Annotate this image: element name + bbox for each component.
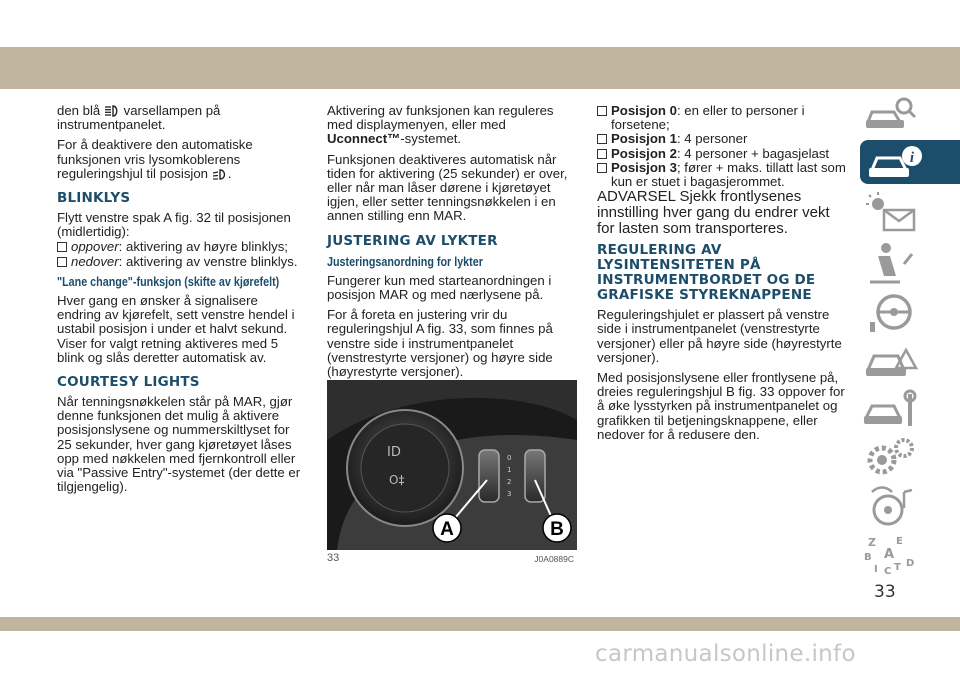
paragraph: Med posisjonslysene eller frontlysene på, dreies reguleringshjul B fig. 33 oppover for å øke lysstyrken på instrumentpanelet og grafikken til betjeningsknappene, eller nedover for å redusere den. bbox=[597, 370, 845, 442]
paragraph: For å foreta en justering vrir du reguleringshjul A fig. 33, som finnes på venstre side i instrumentpanelet (venstrestyrte versjoner) og høyre side (høyrestyrte versjoner). bbox=[327, 307, 553, 380]
paragraph: For å deaktivere den automatiske funksjonen vris lysomkoblerens reguleringshjul til posisjon . bbox=[57, 137, 253, 181]
section-heading: BLINKLYS bbox=[57, 190, 131, 207]
multimedia-icon bbox=[860, 484, 920, 528]
bullet-item: oppover: aktivering av høyre blinklys; bbox=[57, 240, 303, 254]
column-2 bbox=[327, 104, 577, 385]
steering-wheel-key-icon bbox=[860, 292, 920, 336]
car-tools-icon bbox=[860, 388, 920, 432]
chapter-tab-5[interactable] bbox=[860, 292, 960, 336]
svg-text:Z: Z bbox=[868, 536, 876, 549]
position-item: Posisjon 0: en eller to personer i forsetene; bbox=[597, 104, 847, 132]
svg-text:3: 3 bbox=[507, 490, 512, 498]
top-margin bbox=[0, 0, 960, 47]
chapter-tab-3[interactable] bbox=[860, 190, 960, 234]
svg-text:D: D bbox=[906, 558, 915, 569]
paragraph: Når tenningsnøkkelen står på MAR, gjør denne funksjonen det mulig å aktivere posisjonslysene og nummerskiltlyset for 25 sekunder, hver gang kjøretøyet låses opp med nøkkelen med fjernkontroll eller via "Passive Entry"-systemet (der dette er tilgjengelig). bbox=[57, 394, 301, 495]
svg-text:1: 1 bbox=[507, 466, 512, 474]
svg-text:O‡: O‡ bbox=[389, 473, 405, 487]
chapter-tab-10[interactable] bbox=[860, 532, 960, 576]
seat-safety-icon bbox=[860, 240, 920, 288]
bullet-item: nedover: aktivering av venstre blinklys. bbox=[57, 255, 303, 269]
bullet-box-icon bbox=[597, 163, 607, 173]
section-heading: COURTESY LIGHTS bbox=[57, 374, 200, 391]
high-beam-icon bbox=[104, 105, 120, 117]
svg-text:E: E bbox=[896, 536, 903, 547]
alphabet-index-icon bbox=[860, 532, 920, 576]
paragraph: Hver gang en ønsker å signalisere endring av kjørefelt, sett venstre hendel i ustabil posisjon i under et halvt sekund. Viser for valgt retning aktiveres med 5 blink og slås deretter automatisk av. bbox=[57, 293, 295, 365]
chapter-tab-4[interactable] bbox=[860, 240, 960, 284]
position-item: Posisjon 2: 4 personer + bagasjelast bbox=[597, 147, 847, 161]
svg-text:ID: ID bbox=[387, 445, 401, 460]
svg-text:I: I bbox=[874, 564, 878, 575]
svg-text:2: 2 bbox=[507, 478, 512, 486]
paragraph: den blå varsellampen på instrumentpanelet. bbox=[57, 103, 221, 133]
wheel-a-icon bbox=[479, 450, 499, 502]
svg-text:i: i bbox=[909, 150, 915, 166]
chapter-tab-1[interactable] bbox=[860, 92, 960, 136]
callout-b-label: B bbox=[550, 519, 564, 540]
warning-light-message-icon bbox=[860, 190, 920, 234]
svg-text:C: C bbox=[884, 566, 892, 576]
svg-text:B: B bbox=[864, 552, 872, 563]
warning-note: ADVARSEL Sjekk frontlysenes innstilling hver gang du endrer vekt for lasten som transporteres. bbox=[597, 188, 830, 238]
section-heading: JUSTERING AV LYKTER bbox=[327, 232, 498, 249]
bullet-box-icon bbox=[597, 106, 607, 116]
chapter-tab-6[interactable] bbox=[860, 340, 960, 384]
car-info-icon bbox=[860, 140, 930, 184]
footer-watermark[interactable]: carmanualsonline.info bbox=[595, 641, 856, 667]
paragraph: Reguleringshjulet er plassert på venstre side i instrumentpanelet (venstrestyrte versjoner) eller på høyre side (høyrestyrte versjoner). bbox=[597, 307, 842, 365]
figure-number: 33 bbox=[327, 552, 340, 564]
chapter-tab-8[interactable] bbox=[860, 436, 960, 480]
figure-code: J0A0889C bbox=[534, 554, 574, 564]
auto-light-icon bbox=[212, 168, 228, 180]
car-breakdown-icon bbox=[860, 340, 920, 384]
bullet-box-icon bbox=[597, 149, 607, 159]
section-heading: REGULERING AV LYSINTENSITETEN PÅ INSTRUMENTBORDET OG DE GRAFISKE STYREKNAPPENE bbox=[597, 242, 816, 304]
paragraph: Flytt venstre spak A fig. 32 til posisjonen (midlertidig): bbox=[57, 210, 291, 240]
footer-band bbox=[0, 617, 960, 631]
position-item: Posisjon 3; fører + maks. tillatt last som kun er stuet i bagasjerommet. bbox=[597, 161, 847, 189]
position-item: Posisjon 1: 4 personer bbox=[597, 132, 847, 146]
svg-text:0: 0 bbox=[507, 454, 512, 462]
light-switch-illustration bbox=[327, 380, 577, 550]
bullet-box-icon bbox=[57, 242, 67, 252]
header-band bbox=[0, 47, 960, 89]
paragraph: Aktivering av funksjonen kan reguleres med displaymenyen, eller med Uconnect™-systemet. bbox=[327, 103, 554, 147]
figure-caption bbox=[327, 552, 577, 566]
paragraph: Funksjonen deaktiveres automatisk når tiden for aktivering (25 sekunder) er over, eller når man låser dørene i kjøretøyet igjen, eller setter tenningsnøkkelen i en annen stilling enn MAR. bbox=[327, 151, 568, 224]
chapter-tab-9[interactable] bbox=[860, 484, 960, 528]
bullet-box-icon bbox=[597, 134, 607, 144]
bullet-box-icon bbox=[57, 257, 67, 267]
svg-text:A: A bbox=[884, 547, 895, 562]
subsection-heading: "Lane change"-funksjon (skifte av kjørefelt) bbox=[57, 274, 280, 289]
column-3 bbox=[597, 104, 847, 448]
figure-light-controls bbox=[327, 380, 577, 550]
gears-specs-icon bbox=[860, 436, 920, 480]
svg-text:T: T bbox=[894, 562, 901, 573]
car-search-icon bbox=[860, 92, 920, 136]
callout-a-label: A bbox=[440, 519, 454, 540]
chapter-tab-2-active[interactable] bbox=[860, 140, 960, 184]
column-1 bbox=[57, 104, 303, 500]
page-number: 33 bbox=[874, 582, 896, 602]
subsection-heading: Justeringsanordning for lykter bbox=[327, 254, 483, 269]
paragraph: Fungerer kun med starteanordningen i posisjon MAR og med nærlysene på. bbox=[327, 272, 552, 303]
chapter-tab-7[interactable] bbox=[860, 388, 960, 432]
